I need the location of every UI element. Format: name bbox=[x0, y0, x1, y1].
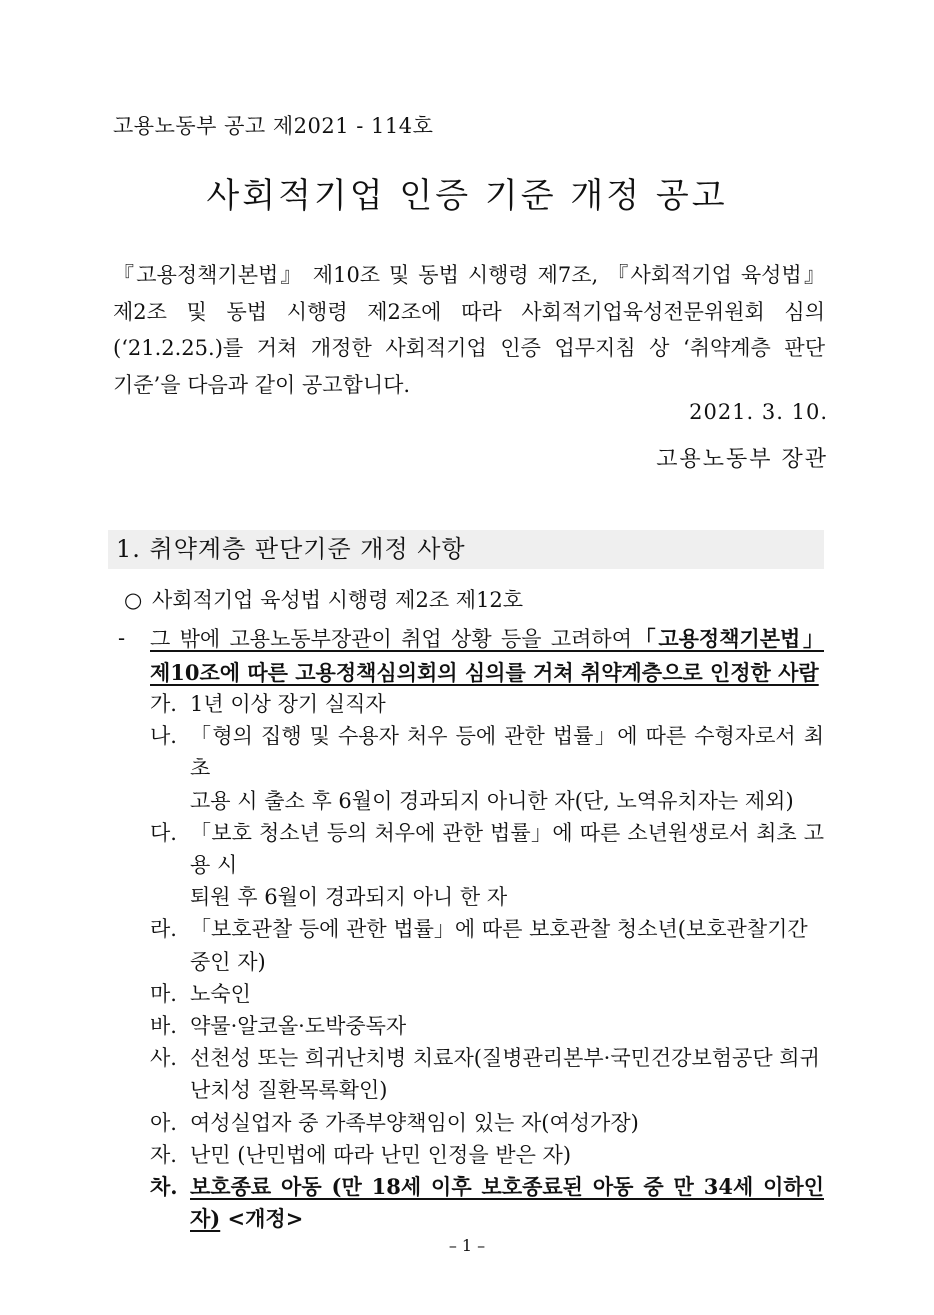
item-marker: 마. bbox=[150, 981, 177, 1006]
issuer-name: 고용노동부 장관 bbox=[656, 447, 828, 472]
item-text: 약물·알코올·도박중독자 bbox=[190, 1014, 407, 1039]
item-text-cont: 퇴원 후 6월이 경과되지 아니 한 자 bbox=[190, 885, 508, 910]
list-item bbox=[150, 720, 824, 817]
item-text: 노숙인 bbox=[190, 981, 251, 1006]
definition-block bbox=[118, 622, 824, 690]
item-text-line: 「보호 청소년 등의 처우에 관한 법률」에 따른 소년원생로서 최초 고용 시 bbox=[190, 820, 824, 878]
intro-line: (‘21.2.25.)를 거쳐 개정한 사회적기업 인증 업무지침 상 ‘취약계층 판단 bbox=[113, 336, 825, 360]
page-title: 사회적기업 인증 기준 개정 공고 bbox=[206, 176, 728, 216]
list-item bbox=[150, 1107, 824, 1139]
item-marker: 다. bbox=[150, 820, 177, 845]
criteria-list bbox=[150, 688, 824, 1235]
dash-bullet: - bbox=[118, 626, 126, 650]
list-item-new bbox=[150, 1171, 824, 1235]
item-marker: 가. bbox=[150, 692, 177, 716]
item-text bbox=[190, 817, 824, 914]
item-text: 1년 이상 장기 실직자 bbox=[190, 692, 386, 716]
item-text bbox=[190, 913, 824, 977]
notice-date: 2021. 3. 10. bbox=[689, 400, 828, 424]
definition-text: 그 밖에 고용노동부장관이 취업 상황 등을 고려하여 bbox=[150, 627, 633, 651]
law-name: 「고용정책기본법」 bbox=[632, 626, 824, 651]
list-item bbox=[150, 1010, 824, 1042]
amendment-tag: <개정> bbox=[227, 1206, 304, 1232]
item-text bbox=[190, 720, 824, 817]
list-item bbox=[150, 1042, 824, 1106]
clause-reference bbox=[124, 585, 523, 615]
section-heading: 1. 취약계층 판단기준 개정 사항 bbox=[108, 530, 824, 569]
item-text-line: 「형의 집행 및 수용자 처우 등에 관한 법률」에 따른 수형자로서 최초 bbox=[190, 724, 824, 781]
item-text: 난민 (난민법에 따라 난민 인정을 받은 자) bbox=[190, 1142, 572, 1167]
item-text-cont: 중인 자) bbox=[190, 949, 266, 974]
item-marker: 사. bbox=[150, 1046, 177, 1071]
intro-paragraph bbox=[113, 257, 825, 403]
item-text-line: 「보호관찰 등에 관한 법률」에 따른 보호관찰 청소년(보호관찰기간 bbox=[190, 917, 808, 942]
item-text bbox=[190, 1171, 824, 1235]
item-text-line: 선천성 또는 희귀난치병 치료자(질병관리본부·국민건강보험공단 희귀 bbox=[190, 1046, 820, 1071]
list-item bbox=[150, 817, 824, 914]
item-text bbox=[190, 1042, 824, 1106]
circle-bullet-icon: ○ bbox=[124, 588, 143, 612]
item-text: 여성실업자 중 가족부양책임이 있는 자(여성가장) bbox=[190, 1110, 639, 1135]
item-marker: 아. bbox=[150, 1110, 177, 1135]
item-marker: 차. bbox=[150, 1174, 178, 1200]
item-text-line: 보호종료 아동 (만 18세 이후 보호종료된 아동 중 만 34세 이하인 자) bbox=[190, 1174, 824, 1232]
definition-text: 제10조에 따른 고용정책심의회의 심의를 거쳐 취약계층으로 인정한 사람 bbox=[150, 660, 819, 685]
item-marker: 라. bbox=[150, 917, 177, 942]
definition-line bbox=[150, 622, 824, 656]
list-item bbox=[150, 913, 824, 977]
intro-line: 제2조 및 동법 시행령 제2조에 따라 사회적기업육성전문위원회 심의 bbox=[113, 299, 825, 324]
item-marker: 나. bbox=[150, 724, 177, 749]
clause-text: 사회적기업 육성법 시행령 제2조 제12호 bbox=[152, 588, 524, 612]
page-number: – 1 – bbox=[448, 1236, 486, 1255]
item-marker: 바. bbox=[150, 1014, 177, 1039]
intro-line: 『고용정책기본법』 제10조 및 동법 시행령 제7조, 『사회적기업 육성법』 bbox=[113, 263, 825, 287]
item-text-cont: 난치성 질환목록확인) bbox=[190, 1078, 388, 1103]
list-item bbox=[150, 1139, 824, 1171]
list-item bbox=[150, 978, 824, 1010]
item-text-cont: 고용 시 출소 후 6월이 경과되지 아니한 자(단, 노역유치자는 제외) bbox=[190, 788, 794, 813]
intro-line: 기준’을 다음과 같이 공고합니다. bbox=[113, 372, 411, 397]
definition-line bbox=[150, 656, 824, 690]
notice-number: 고용노동부 공고 제2021 - 114호 bbox=[113, 114, 434, 138]
item-marker: 자. bbox=[150, 1142, 177, 1167]
list-item bbox=[150, 688, 824, 720]
